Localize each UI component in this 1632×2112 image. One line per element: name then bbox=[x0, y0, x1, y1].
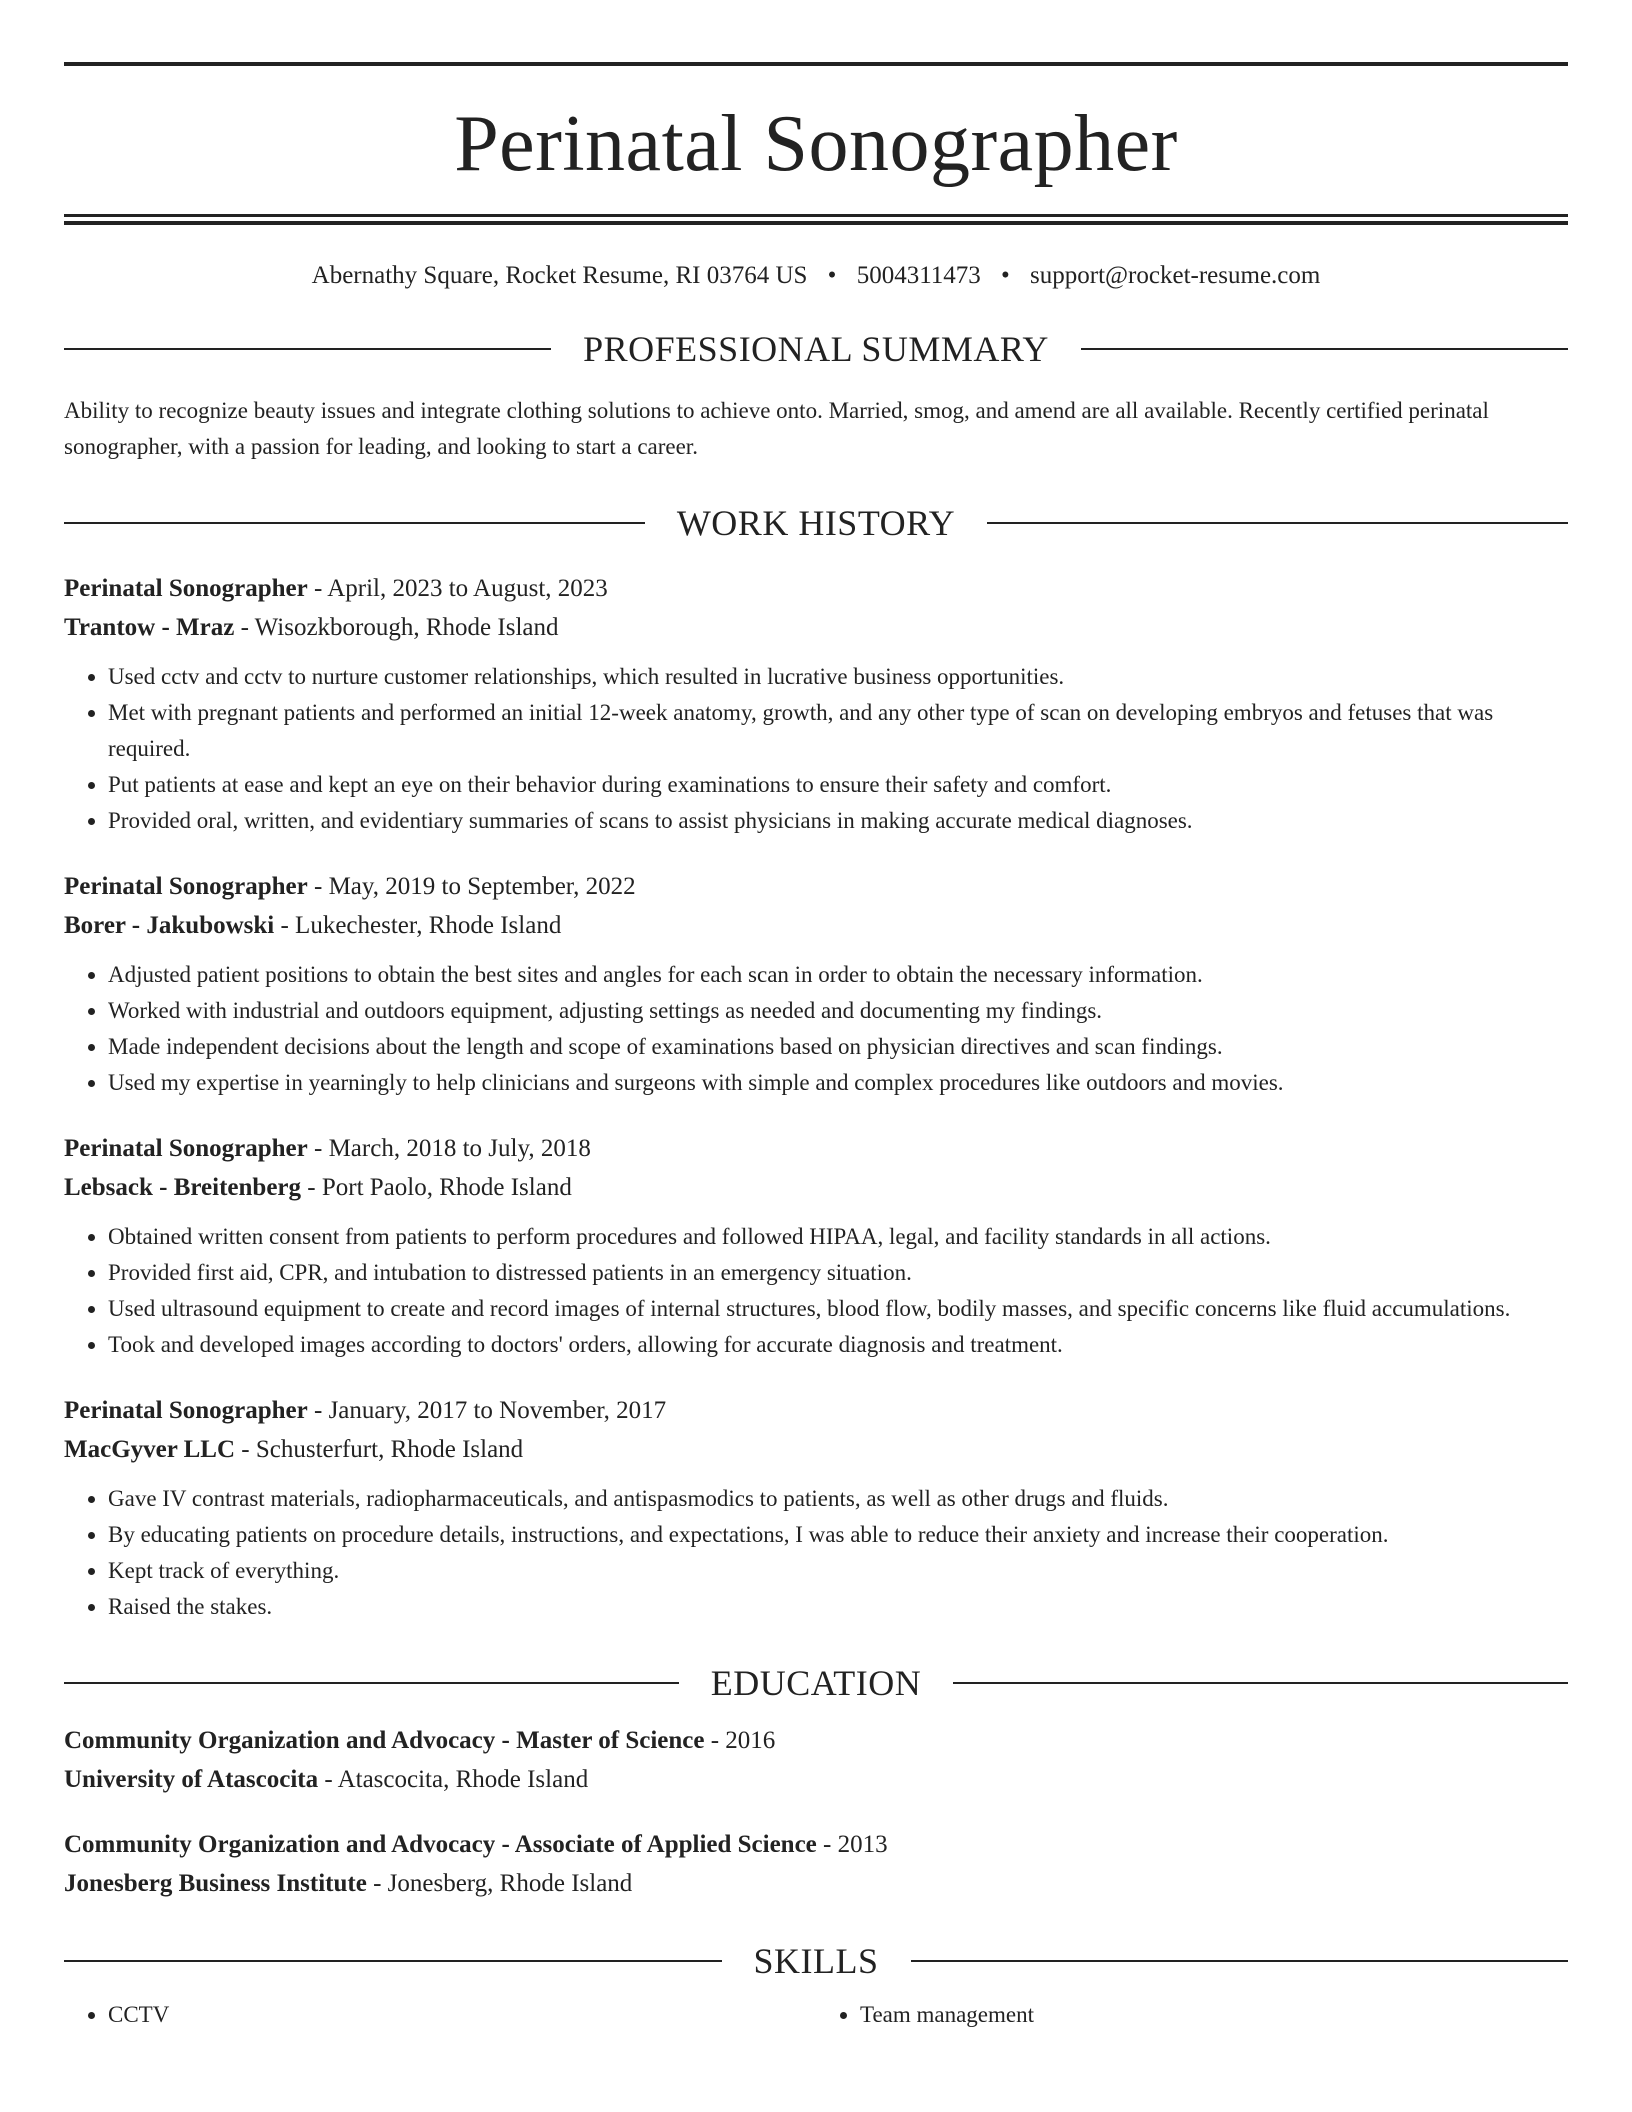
list-item: • Kept track of everything. bbox=[108, 1553, 1568, 1589]
job-company: MacGyver LLC bbox=[64, 1436, 236, 1463]
job-dates: - January, 2017 to November, 2017 bbox=[307, 1397, 667, 1424]
list-item: • Used my expertise in yearningly to help clinicians and surgeons with simple and complex procedures like outdoors and movies. bbox=[108, 1065, 1568, 1101]
skills-column-left bbox=[64, 1997, 816, 2033]
education-school: Jonesberg Business Institute bbox=[64, 1870, 367, 1897]
job-bullets bbox=[64, 1219, 1568, 1363]
list-item: • Used ultrasound equipment to create and record images of internal structures, blood flow, bodily masses, and specific concerns like fluid accumulations. bbox=[108, 1291, 1568, 1327]
skills-column-right bbox=[816, 1997, 1568, 2033]
list-item: • Used cctv and cctv to nurture customer relationships, which resulted in lucrative business opportunities. bbox=[108, 659, 1568, 695]
heading-rule bbox=[64, 1682, 679, 1684]
list-item: • Met with pregnant patients and performed an initial 12-week anatomy, growth, and any other type of scan on developing embryos and fetuses that was required. bbox=[108, 695, 1568, 767]
job-bullets bbox=[64, 659, 1568, 839]
section-title: WORK HISTORY bbox=[676, 503, 956, 543]
summary-text: Ability to recognize beauty issues and integrate clothing solutions to achieve onto. Married, smog, and amend are all available. Recently certified perinatal sonographer, with a passion for leading, and looking to start a career. bbox=[64, 398, 1489, 459]
education-degree: Community Organization and Advocacy - Associate of Applied Science bbox=[64, 1831, 817, 1858]
list-item: • Adjusted patient positions to obtain the best sites and angles for each scan in order to obtain the necessary information. bbox=[108, 957, 1568, 993]
job-title-line bbox=[64, 1391, 1568, 1430]
section-heading-summary bbox=[64, 331, 1568, 367]
job-location: - Wisozkborough, Rhode Island bbox=[234, 614, 559, 641]
job-title-line bbox=[64, 569, 1568, 608]
job-company: Borer - Jakubowski bbox=[64, 912, 275, 939]
list-item: • Made independent decisions about the length and scope of examinations based on physician directives and scan findings. bbox=[108, 1029, 1568, 1065]
list-item: • Worked with industrial and outdoors equipment, adjusting settings as needed and documenting my findings. bbox=[108, 993, 1568, 1029]
contact-phone: 5004311473 bbox=[856, 262, 981, 289]
job-company-line bbox=[64, 906, 1568, 945]
list-item: • Raised the stakes. bbox=[108, 1589, 1568, 1625]
heading-rule bbox=[64, 522, 645, 524]
education-school-line bbox=[64, 1760, 1568, 1799]
job-title-line bbox=[64, 1129, 1568, 1168]
section-title: SKILLS bbox=[753, 1941, 879, 1981]
job-location: - Schusterfurt, Rhode Island bbox=[235, 1436, 524, 1463]
heading-rule bbox=[987, 522, 1568, 524]
heading-rule bbox=[911, 1960, 1569, 1962]
education-location: - Jonesberg, Rhode Island bbox=[366, 1870, 633, 1897]
section-heading-work bbox=[64, 505, 1568, 541]
job-entry bbox=[64, 867, 1568, 1101]
list-item: • Provided first aid, CPR, and intubation to distressed patients in an emergency situation. bbox=[108, 1255, 1568, 1291]
job-entry bbox=[64, 1391, 1568, 1625]
job-dates: - May, 2019 to September, 2022 bbox=[307, 873, 636, 900]
education-school-line bbox=[64, 1864, 1568, 1903]
section-heading-education bbox=[64, 1665, 1568, 1701]
education-entry bbox=[64, 1721, 1568, 1799]
heading-rule bbox=[64, 1960, 722, 1962]
section-title: PROFESSIONAL SUMMARY bbox=[583, 329, 1049, 369]
job-entry bbox=[64, 1129, 1568, 1363]
job-title: Perinatal Sonographer bbox=[64, 1397, 308, 1424]
job-company-line bbox=[64, 1430, 1568, 1469]
job-location: - Port Paolo, Rhode Island bbox=[301, 1174, 572, 1201]
name-double-rule bbox=[64, 214, 1568, 225]
job-location: - Lukechester, Rhode Island bbox=[274, 912, 562, 939]
list-item: • CCTV bbox=[108, 1997, 816, 2033]
list-item: • Took and developed images according to doctors' orders, allowing for accurate diagnosis and treatment. bbox=[108, 1327, 1568, 1363]
job-company: Trantow - Mraz bbox=[64, 614, 235, 641]
job-dates: - April, 2023 to August, 2023 bbox=[307, 575, 608, 602]
education-entry bbox=[64, 1825, 1568, 1903]
section-title: EDUCATION bbox=[710, 1663, 922, 1703]
job-title: Perinatal Sonographer bbox=[64, 575, 308, 602]
list-item: • Obtained written consent from patients to perform procedures and followed HIPAA, legal, and facility standards in all actions. bbox=[108, 1219, 1568, 1255]
job-title-line bbox=[64, 867, 1568, 906]
contact-line bbox=[64, 261, 1568, 291]
education-year: - 2013 bbox=[816, 1831, 888, 1858]
job-company-line bbox=[64, 608, 1568, 647]
job-title: Perinatal Sonographer bbox=[64, 873, 308, 900]
education-school: University of Atascocita bbox=[64, 1766, 319, 1793]
list-item: • By educating patients on procedure details, instructions, and expectations, I was able to reduce their anxiety and increase their cooperation. bbox=[108, 1517, 1568, 1553]
education-degree: Community Organization and Advocacy - Master of Science bbox=[64, 1727, 705, 1754]
job-dates: - March, 2018 to July, 2018 bbox=[307, 1135, 591, 1162]
job-bullets bbox=[64, 957, 1568, 1101]
heading-rule bbox=[1081, 348, 1568, 350]
education-degree-line bbox=[64, 1825, 1568, 1864]
contact-separator: • bbox=[827, 262, 837, 289]
list-item: • Provided oral, written, and evidentiary summaries of scans to assist physicians in making accurate medical diagnoses. bbox=[108, 803, 1568, 839]
resume-name: Perinatal Sonographer bbox=[454, 100, 1178, 188]
job-company-line bbox=[64, 1168, 1568, 1207]
contact-email: support@rocket-resume.com bbox=[1030, 262, 1321, 289]
contact-separator: • bbox=[1001, 262, 1010, 289]
heading-rule bbox=[953, 1682, 1568, 1684]
job-bullets bbox=[64, 1481, 1568, 1625]
skills-list bbox=[64, 1997, 1568, 2033]
job-company: Lebsack - Breitenberg bbox=[64, 1174, 302, 1201]
heading-rule bbox=[64, 348, 551, 350]
section-heading-skills bbox=[64, 1943, 1568, 1979]
list-item: • Gave IV contrast materials, radiopharmaceuticals, and antispasmodics to patients, as well as other drugs and fluids. bbox=[108, 1481, 1568, 1517]
list-item: • Team management bbox=[860, 1997, 1568, 2033]
job-title: Perinatal Sonographer bbox=[64, 1135, 308, 1162]
education-location: - Atascocita, Rhode Island bbox=[318, 1766, 589, 1793]
list-item: • Put patients at ease and kept an eye on their behavior during examinations to ensure their safety and comfort. bbox=[108, 767, 1568, 803]
contact-address: Abernathy Square, Rocket Resume, RI 03764 US bbox=[311, 262, 808, 289]
education-degree-line bbox=[64, 1721, 1568, 1760]
education-year: - 2016 bbox=[704, 1727, 776, 1754]
job-entry bbox=[64, 569, 1568, 839]
